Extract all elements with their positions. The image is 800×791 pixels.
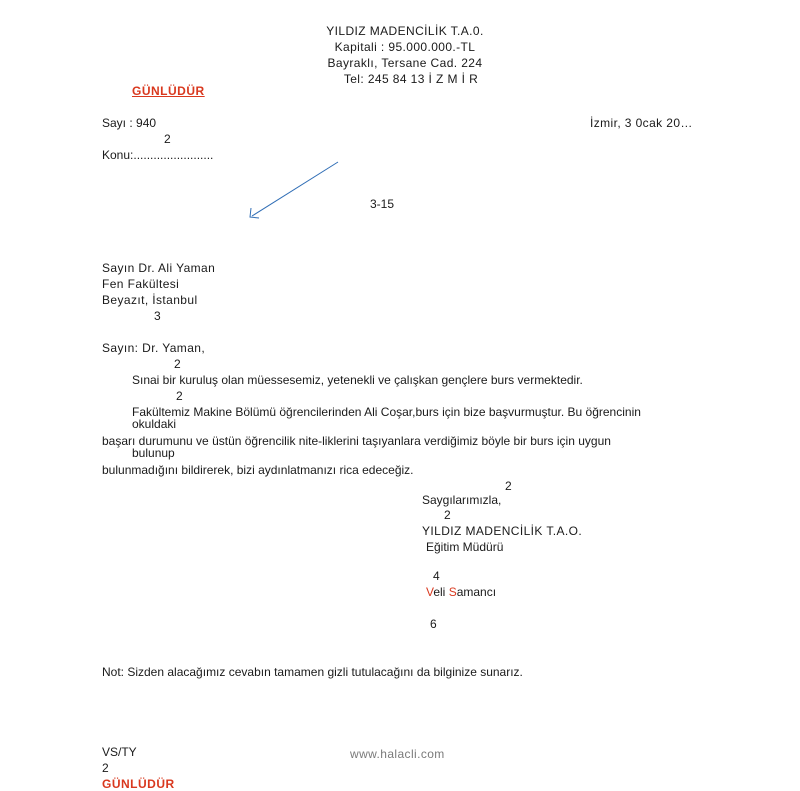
closing-mark-4: 6 <box>430 617 437 631</box>
doc-number: Sayı : 940 <box>102 116 157 130</box>
body-paragraph-2-line-2: başarı durumunu ve üstün öğrencilik nite-liklerini taşıyanlara verdiğimiz böyle bir burs için uygun <box>102 434 611 448</box>
recipient-name: Sayın Dr. Ali Yaman <box>102 261 216 275</box>
place-date: İzmir, 3 0cak 20… <box>590 116 693 130</box>
body-paragraph-2-wrap-2: bulunup <box>132 446 175 460</box>
signer-name-part-1: eli <box>433 585 449 599</box>
signer-initial-v: V <box>426 585 434 599</box>
body-paragraph-2-line-1: Fakültemiz Makine Bölümü öğrencilerinden Ali Coşar,burs için bize başvurmuştur. Bu öğrencinin <box>132 405 641 419</box>
company-phone: Tel: 245 84 13 İ Z M İ R <box>343 72 479 86</box>
recipient-city: Beyazıt, İstanbul <box>102 293 198 307</box>
company-address: Bayraklı, Tersane Cad. 224 <box>327 56 483 70</box>
closing-mark-3: 4 <box>433 569 440 583</box>
signer-name-part-2: amancı <box>456 585 497 599</box>
footer-website: www.halacli.com <box>350 747 445 761</box>
note-text: Not: Sizden alacağımız cevabın tamamen gizli tutulacağını da bilginize sunarız. <box>102 665 523 679</box>
page-reference: 3-15 <box>370 197 395 211</box>
body-paragraph-2-wrap-1: okuldaki <box>132 417 177 431</box>
doc-number-mark: 2 <box>164 132 171 146</box>
footer-mark: 2 <box>102 761 109 775</box>
company-name: YILDIZ MADENCİLİK T.A.0. <box>326 24 484 38</box>
doc-subject: Konu:........................ <box>102 148 214 162</box>
signer-initial-s: S <box>448 585 457 599</box>
gunludur-stamp-bottom: GÜNLÜDÜR <box>102 777 175 791</box>
closing-mark-2: 2 <box>444 508 451 522</box>
closing-regards: Saygılarımızla, <box>422 493 502 507</box>
closing-mark-1: 2 <box>505 479 512 493</box>
salutation: Sayın: Dr. Yaman, <box>102 341 206 355</box>
closing-title: Eğitim Müdürü <box>426 540 504 554</box>
signer-name <box>426 585 496 599</box>
salutation-mark: 2 <box>174 357 181 371</box>
body-paragraph-1: Sınai bir kuruluş olan müessesemiz, yetenekli ve çalışkan gençlere burs vermektedir. <box>132 373 583 387</box>
company-capital: Kapitali : 95.000.000.-TL <box>334 40 476 54</box>
body-p1-mark: 2 <box>176 389 183 403</box>
gunludur-stamp-top: GÜNLÜDÜR <box>132 84 205 98</box>
body-paragraph-2-line-3: bulunmadığını bildirerek, bizi aydınlatmanızı rica edeceğiz. <box>102 463 414 477</box>
footer-initials: VS/TY <box>102 745 137 759</box>
recipient-dept: Fen Fakültesi <box>102 277 180 291</box>
recipient-mark: 3 <box>154 309 161 323</box>
closing-company: YILDIZ MADENCİLİK T.A.O. <box>422 524 583 538</box>
